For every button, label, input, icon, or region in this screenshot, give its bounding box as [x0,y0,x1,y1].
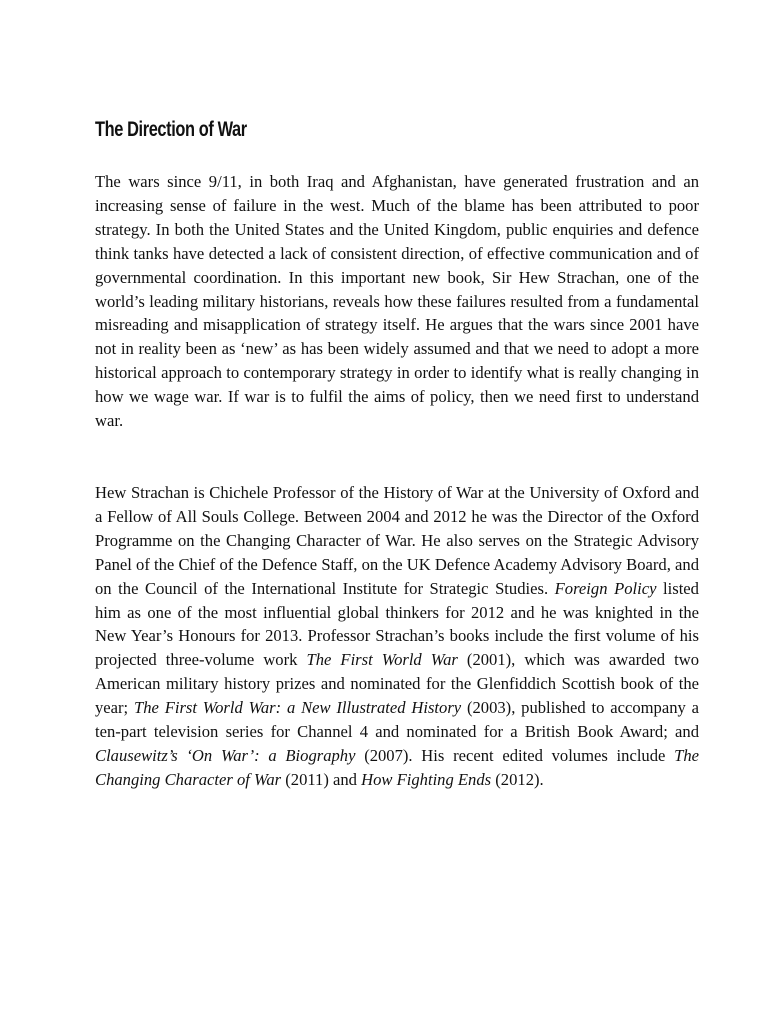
bio-text: (2003), published to accompany a ten-part television series for Channel 4 and nominated for a British Book Award; and [95,698,699,742]
bio-text: (2011) and [281,769,362,789]
bio-book-title: Clausewitz’s ‘On War’: a Biography [95,745,356,765]
bio-text: Hew Strachan is Chichele Professor of the History of War at the University of Oxford and a Fellow of All Souls College. Between 2004 and 2012 he was the Director of the Oxford Programme on the Changing Character of War. He also serves on the Strategic Advisory Panel of the Chief of the Defence Staff, on the UK Defence Academy Advisory Board, and on the Council of the International Institute for Strategic Studies. [95,482,699,598]
bio-text: (2001), which was awarded two American military history prizes and nominated for the Glenfiddich Scottish book of the year; [95,650,700,718]
bio-book-title: The First World War: a New Illustrated History [133,698,462,718]
bio-text: listed him as one of the most influential global thinkers for 2012 and he was knighted in the New Year’s Honours for 2013. Professor Strachan’s books include the first volume of his projected three-volume work [95,578,699,670]
bio-book-title: How Fighting Ends [361,769,492,789]
bio-publication-title: Foreign Policy [554,578,657,598]
bio-book-title: The Changing Character of War [95,745,700,789]
book-title: The Direction of War [95,118,247,141]
bio-book-title: The First World War [306,650,458,670]
book-description: The wars since 9/11, in both Iraq and Afghanistan, have generated frustration and an increasing sense of failure in the west. Much of the blame has been attributed to poor strategy. In both the United States and the United Kingdom, public enquiries and defence think tanks have detected a lack of consistent direction, of effective communication and of governmental coordination. In this important new book, Sir Hew Strachan, one of the world’s leading military historians, reveals how these failures resulted from a fundamental misreading and misapplication of strategy itself. He argues that the wars since 2001 have not in reality been as ‘new’ as has been widely assumed and that we need to adopt a more historical approach to contemporary strategy in order to identify what is really changing in how we wage war. If war is to fulfil the aims of policy, then we need first to understand war. [95,172,699,431]
author-bio [95,481,699,792]
bio-text: (2012). [491,769,544,789]
book-page [95,116,699,792]
bio-text: (2007). His recent edited volumes include [355,745,675,765]
